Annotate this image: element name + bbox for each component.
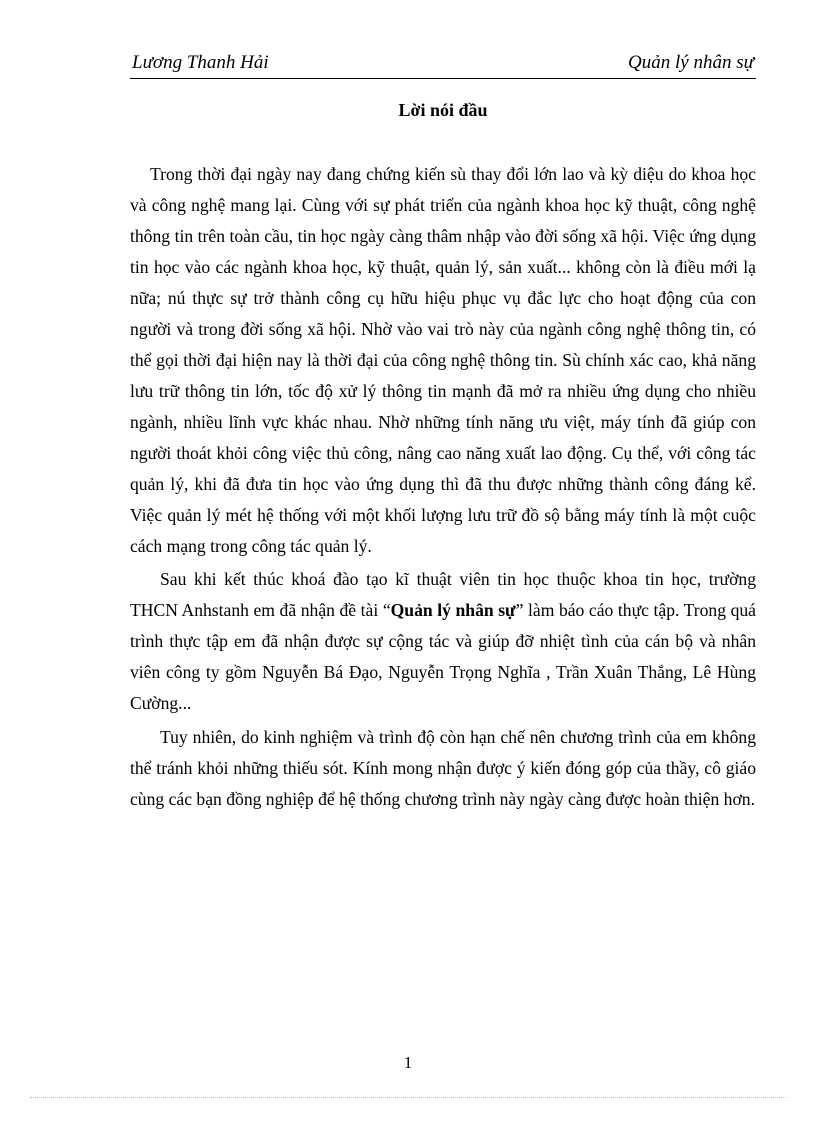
running-header xyxy=(130,50,756,79)
header-author: Lương Thanh Hải xyxy=(132,52,269,73)
header-subject: Quản lý nhân sự xyxy=(628,52,754,73)
page-number: 1 xyxy=(403,1053,413,1072)
paragraph-3: Tuy nhiên, do kinh nghiệm và trình độ còn hạn chế nên chương trình của em không thể tránh khỏi những thiếu sót. Kính mong nhận được ý kiến đóng góp của thầy, cô giáo cùng các bạn đồng nghiệp để hệ thống chương trình này ngày càng được hoàn thiện hơn. xyxy=(130,727,756,809)
paragraph-1: Trong thời đại ngày nay đang chứng kiến sù thay đổi lớn lao và kỳ diệu do khoa học và công nghệ mang lại. Cùng với sự phát triển của ngành khoa học kỹ thuật, công nghệ thông tin trên toàn cầu, tin học ngày càng thâm nhập vào đời sống xã hội. Việc ứng dụng tin học vào các ngành khoa học, kỹ thuật, quản lý, sản xuất... không còn là điều mới lạ nữa; nú thực sự trở thành công cụ hữu hiệu phục vụ đắc lực cho hoạt động của con người và trong đời sống xã hội. Nhờ vào vai trò này của ngành công nghệ thông tin, có thể gọi thời đại hiện nay là thời đại của công nghệ thông tin. Sù chính xác cao, khả năng lưu trữ thông tin lớn, tốc độ xử lý thông tin mạnh đã mở ra nhiều ứng dụng cho nhiều ngành, nhiều lĩnh vực khác nhau. Nhờ những tính năng ưu việt, máy tính đã giúp con người thoát khỏi công việc thủ công, nâng cao năng xuất lao động. Cụ thể, với công tác quản lý, khi đã đưa tin học vào ứng dụng thì đã thu được những thành công đáng kể. Việc quản lý mét hệ thống với một khối lượng lưu trữ đồ sộ bằng máy tính là một cuộc cách mạng trong công tác quản lý. xyxy=(130,164,756,556)
paragraph-2-end: ” làm báo cáo thực tập. Trong quá trình thực tập em đã nhận được sự cộng tác và giúp đỡ nhiệt tình của cán bộ và nhân viên công ty gồm Nguyễn Bá Đạo, Nguyễn Trọng Nghĩa , Trần Xuân Thắng, Lê Hùng Cường... xyxy=(130,600,756,713)
page-bottom-dotted-rule xyxy=(30,1097,786,1098)
body-text xyxy=(130,159,756,815)
page-title: Lời nói đầu xyxy=(398,100,488,120)
paragraph-2 xyxy=(130,564,756,719)
project-title-bold: Quản lý nhân sự xyxy=(390,600,516,620)
paragraph-2-start: Sau khi kết thúc khoá đào tạo kĩ thuật viên tin học thuộc khoa tin học, trường THCN Anhstanh em đã nhận đề tài “ xyxy=(130,569,756,620)
